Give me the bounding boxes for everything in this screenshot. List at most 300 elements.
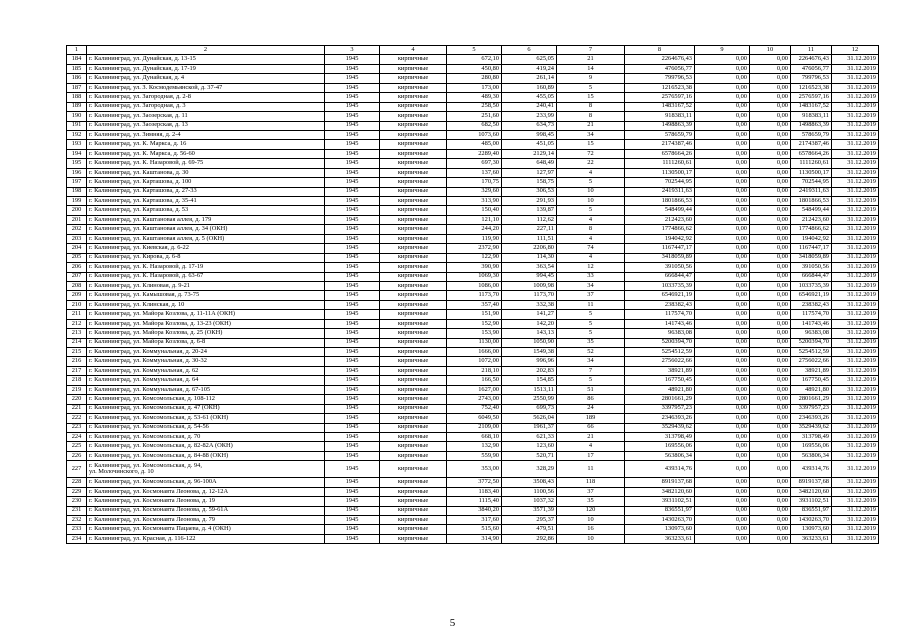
total-amount-cell: 212423,60 bbox=[791, 215, 832, 224]
cost-cell: 212423,60 bbox=[625, 215, 695, 224]
cost-cell: 141743,46 bbox=[625, 319, 695, 328]
total-amount-cell: 439314,76 bbox=[791, 461, 832, 478]
residents-count-cell: 35 bbox=[557, 338, 625, 347]
amount-col-9-cell: 0,00 bbox=[695, 423, 750, 432]
date-cell: 31.12.2019 bbox=[832, 478, 879, 487]
date-cell: 31.12.2019 bbox=[832, 319, 879, 328]
living-area-cell: 455,05 bbox=[502, 93, 557, 102]
living-area-cell: 142,20 bbox=[502, 319, 557, 328]
amount-col-10-cell: 0,00 bbox=[750, 130, 791, 139]
table-row bbox=[67, 112, 879, 121]
table-row bbox=[67, 376, 879, 385]
amount-col-9-cell: 0,00 bbox=[695, 385, 750, 394]
column-header: 11 bbox=[791, 46, 832, 55]
table-row bbox=[67, 497, 879, 506]
table-row bbox=[67, 319, 879, 328]
table-row bbox=[67, 366, 879, 375]
total-amount-cell: 1130500,17 bbox=[791, 168, 832, 177]
living-area-cell: 1173,70 bbox=[502, 291, 557, 300]
cost-cell: 8919137,68 bbox=[625, 478, 695, 487]
residents-count-cell: 189 bbox=[557, 414, 625, 423]
wall-material-cell: кирпичные bbox=[380, 442, 447, 451]
date-cell: 31.12.2019 bbox=[832, 64, 879, 73]
address-cell: г. Калининград, ул. Комсомольская, д. 82-82А (ОКН) bbox=[87, 442, 325, 451]
cost-cell: 3482120,60 bbox=[625, 487, 695, 496]
wall-material-cell: кирпичные bbox=[380, 168, 447, 177]
row-number-cell: 224 bbox=[67, 432, 87, 441]
date-cell: 31.12.2019 bbox=[832, 83, 879, 92]
total-amount-cell: 363233,61 bbox=[791, 534, 832, 543]
total-area-cell: 2109,00 bbox=[447, 423, 502, 432]
year-built-cell: 1945 bbox=[325, 121, 380, 130]
total-amount-cell: 2419311,63 bbox=[791, 187, 832, 196]
residents-count-cell: 14 bbox=[557, 64, 625, 73]
table-row bbox=[67, 432, 879, 441]
row-number-cell: 196 bbox=[67, 168, 87, 177]
amount-col-10-cell: 0,00 bbox=[750, 516, 791, 525]
row-number-cell: 194 bbox=[67, 149, 87, 158]
total-area-cell: 150,40 bbox=[447, 206, 502, 215]
residents-count-cell: 4 bbox=[557, 215, 625, 224]
living-area-cell: 233,99 bbox=[502, 112, 557, 121]
table-row bbox=[67, 281, 879, 290]
address-cell: г. Калининград, ул. Космонавта Леонова, д. 79 bbox=[87, 516, 325, 525]
wall-material-cell: кирпичные bbox=[380, 525, 447, 534]
wall-material-cell: кирпичные bbox=[380, 253, 447, 262]
date-cell: 31.12.2019 bbox=[832, 197, 879, 206]
living-area-cell: 419,24 bbox=[502, 64, 557, 73]
amount-col-9-cell: 0,00 bbox=[695, 263, 750, 272]
year-built-cell: 1945 bbox=[325, 159, 380, 168]
column-header: 12 bbox=[832, 46, 879, 55]
address-cell: г. Калининград, ул. Коммунальная, д. 30-32 bbox=[87, 357, 325, 366]
date-cell: 31.12.2019 bbox=[832, 234, 879, 243]
wall-material-cell: кирпичные bbox=[380, 64, 447, 73]
residents-count-cell: 5 bbox=[557, 329, 625, 338]
date-cell: 31.12.2019 bbox=[832, 395, 879, 404]
table-row bbox=[67, 168, 879, 177]
date-cell: 31.12.2019 bbox=[832, 487, 879, 496]
cost-cell: 2174387,46 bbox=[625, 140, 695, 149]
amount-col-9-cell: 0,00 bbox=[695, 414, 750, 423]
amount-col-10-cell: 0,00 bbox=[750, 121, 791, 130]
table-row bbox=[67, 93, 879, 102]
table-row bbox=[67, 140, 879, 149]
row-number-cell: 220 bbox=[67, 395, 87, 404]
wall-material-cell: кирпичные bbox=[380, 478, 447, 487]
column-header: 2 bbox=[87, 46, 325, 55]
date-cell: 31.12.2019 bbox=[832, 423, 879, 432]
wall-material-cell: кирпичные bbox=[380, 357, 447, 366]
amount-col-10-cell: 0,00 bbox=[750, 319, 791, 328]
address-cell: г. Калининград, ул. Комсомольская, д. 94, ул. Молочинского, д. 10 bbox=[87, 461, 325, 478]
column-header: 6 bbox=[502, 46, 557, 55]
wall-material-cell: кирпичные bbox=[380, 319, 447, 328]
address-cell: г. Калининград, ул. Майора Козлова, д. 13-23 (ОКН) bbox=[87, 319, 325, 328]
total-amount-cell: 1033735,39 bbox=[791, 281, 832, 290]
row-number-cell: 227 bbox=[67, 461, 87, 478]
cost-cell: 96383,08 bbox=[625, 329, 695, 338]
address-cell: г. Калининград, ул. К. Маркса, д. 16 bbox=[87, 140, 325, 149]
table-row bbox=[67, 338, 879, 347]
cost-cell: 1130500,17 bbox=[625, 168, 695, 177]
cost-cell: 1498863,39 bbox=[625, 121, 695, 130]
table-row bbox=[67, 121, 879, 130]
date-cell: 31.12.2019 bbox=[832, 516, 879, 525]
amount-col-10-cell: 0,00 bbox=[750, 357, 791, 366]
year-built-cell: 1945 bbox=[325, 395, 380, 404]
row-number-cell: 200 bbox=[67, 206, 87, 215]
row-number-cell: 234 bbox=[67, 534, 87, 543]
total-area-cell: 151,90 bbox=[447, 310, 502, 319]
amount-col-9-cell: 0,00 bbox=[695, 461, 750, 478]
wall-material-cell: кирпичные bbox=[380, 263, 447, 272]
amount-col-9-cell: 0,00 bbox=[695, 478, 750, 487]
row-number-cell: 195 bbox=[67, 159, 87, 168]
cost-cell: 1483167,52 bbox=[625, 102, 695, 111]
year-built-cell: 1945 bbox=[325, 442, 380, 451]
living-area-cell: 621,33 bbox=[502, 432, 557, 441]
row-number-cell: 231 bbox=[67, 506, 87, 515]
amount-col-10-cell: 0,00 bbox=[750, 385, 791, 394]
amount-col-9-cell: 0,00 bbox=[695, 140, 750, 149]
date-cell: 31.12.2019 bbox=[832, 206, 879, 215]
total-amount-cell: 194042,92 bbox=[791, 234, 832, 243]
living-area-cell: 158,75 bbox=[502, 178, 557, 187]
date-cell: 31.12.2019 bbox=[832, 366, 879, 375]
total-area-cell: 121,10 bbox=[447, 215, 502, 224]
amount-col-9-cell: 0,00 bbox=[695, 159, 750, 168]
amount-col-10-cell: 0,00 bbox=[750, 525, 791, 534]
row-number-cell: 197 bbox=[67, 178, 87, 187]
address-cell: г. Калининград, ул. Космонавта Леонова, д. 19 bbox=[87, 497, 325, 506]
address-cell: г. Калининград, ул. Комсомольская, д. 70 bbox=[87, 432, 325, 441]
cost-cell: 6546921,19 bbox=[625, 291, 695, 300]
total-amount-cell: 6578664,26 bbox=[791, 149, 832, 158]
table-row bbox=[67, 197, 879, 206]
wall-material-cell: кирпичные bbox=[380, 506, 447, 515]
residents-count-cell: 35 bbox=[557, 497, 625, 506]
total-area-cell: 1183,40 bbox=[447, 487, 502, 496]
table-row bbox=[67, 149, 879, 158]
year-built-cell: 1945 bbox=[325, 281, 380, 290]
row-number-cell: 223 bbox=[67, 423, 87, 432]
year-built-cell: 1945 bbox=[325, 272, 380, 281]
table-row bbox=[67, 395, 879, 404]
residents-count-cell: 17 bbox=[557, 451, 625, 460]
row-number-cell: 191 bbox=[67, 121, 87, 130]
date-cell: 31.12.2019 bbox=[832, 414, 879, 423]
total-amount-cell: 1483167,52 bbox=[791, 102, 832, 111]
table-row bbox=[67, 534, 879, 543]
table-row bbox=[67, 178, 879, 187]
year-built-cell: 1945 bbox=[325, 187, 380, 196]
amount-col-10-cell: 0,00 bbox=[750, 225, 791, 234]
amount-col-10-cell: 0,00 bbox=[750, 215, 791, 224]
year-built-cell: 1945 bbox=[325, 225, 380, 234]
row-number-cell: 190 bbox=[67, 112, 87, 121]
date-cell: 31.12.2019 bbox=[832, 55, 879, 64]
table-row bbox=[67, 329, 879, 338]
living-area-cell: 1100,56 bbox=[502, 487, 557, 496]
amount-col-10-cell: 0,00 bbox=[750, 291, 791, 300]
cost-cell: 167750,45 bbox=[625, 376, 695, 385]
year-built-cell: 1945 bbox=[325, 338, 380, 347]
row-number-cell: 232 bbox=[67, 516, 87, 525]
total-amount-cell: 96383,08 bbox=[791, 329, 832, 338]
cost-cell: 2756022,66 bbox=[625, 357, 695, 366]
table-row bbox=[67, 442, 879, 451]
address-cell: г. Калининград, ул. Комсомольская, д. 96-100А bbox=[87, 478, 325, 487]
row-number-cell: 214 bbox=[67, 338, 87, 347]
amount-col-9-cell: 0,00 bbox=[695, 366, 750, 375]
total-area-cell: 450,80 bbox=[447, 64, 502, 73]
amount-col-10-cell: 0,00 bbox=[750, 64, 791, 73]
date-cell: 31.12.2019 bbox=[832, 300, 879, 309]
amount-col-10-cell: 0,00 bbox=[750, 149, 791, 158]
total-amount-cell: 2576597,16 bbox=[791, 93, 832, 102]
row-number-cell: 202 bbox=[67, 225, 87, 234]
date-cell: 31.12.2019 bbox=[832, 187, 879, 196]
total-amount-cell: 2756022,66 bbox=[791, 357, 832, 366]
row-number-cell: 188 bbox=[67, 93, 87, 102]
date-cell: 31.12.2019 bbox=[832, 140, 879, 149]
residents-count-cell: 34 bbox=[557, 130, 625, 139]
residents-count-cell: 10 bbox=[557, 534, 625, 543]
amount-col-10-cell: 0,00 bbox=[750, 376, 791, 385]
cost-cell: 117574,70 bbox=[625, 310, 695, 319]
residents-count-cell: 9 bbox=[557, 74, 625, 83]
total-amount-cell: 6546921,19 bbox=[791, 291, 832, 300]
date-cell: 31.12.2019 bbox=[832, 432, 879, 441]
total-area-cell: 1073,60 bbox=[447, 130, 502, 139]
amount-col-9-cell: 0,00 bbox=[695, 291, 750, 300]
cost-cell: 666844,47 bbox=[625, 272, 695, 281]
table-row bbox=[67, 206, 879, 215]
date-cell: 31.12.2019 bbox=[832, 263, 879, 272]
living-area-cell: 2129,14 bbox=[502, 149, 557, 158]
living-area-cell: 123,60 bbox=[502, 442, 557, 451]
row-number-cell: 203 bbox=[67, 234, 87, 243]
wall-material-cell: кирпичные bbox=[380, 376, 447, 385]
cost-cell: 3418059,89 bbox=[625, 253, 695, 262]
residents-count-cell: 74 bbox=[557, 244, 625, 253]
total-amount-cell: 313798,49 bbox=[791, 432, 832, 441]
wall-material-cell: кирпичные bbox=[380, 197, 447, 206]
cost-cell: 2346393,26 bbox=[625, 414, 695, 423]
row-number-cell: 185 bbox=[67, 64, 87, 73]
address-cell: г. Калининград, ул. Комсомольская, д. 108-112 bbox=[87, 395, 325, 404]
amount-col-9-cell: 0,00 bbox=[695, 187, 750, 196]
total-area-cell: 153,90 bbox=[447, 329, 502, 338]
total-area-cell: 752,40 bbox=[447, 404, 502, 413]
table-row bbox=[67, 300, 879, 309]
cost-cell: 391050,56 bbox=[625, 263, 695, 272]
residents-count-cell: 16 bbox=[557, 525, 625, 534]
table-row bbox=[67, 225, 879, 234]
column-header: 1 bbox=[67, 46, 87, 55]
total-area-cell: 170,75 bbox=[447, 178, 502, 187]
amount-col-9-cell: 0,00 bbox=[695, 234, 750, 243]
year-built-cell: 1945 bbox=[325, 525, 380, 534]
total-amount-cell: 3529439,62 bbox=[791, 423, 832, 432]
address-cell: г. Калининград, ул. Каштановая аллея, д. 34 (ОКН) bbox=[87, 225, 325, 234]
cost-cell: 1430263,70 bbox=[625, 516, 695, 525]
living-area-cell: 994,45 bbox=[502, 272, 557, 281]
row-number-cell: 193 bbox=[67, 140, 87, 149]
wall-material-cell: кирпичные bbox=[380, 366, 447, 375]
year-built-cell: 1945 bbox=[325, 244, 380, 253]
row-number-cell: 228 bbox=[67, 478, 87, 487]
row-number-cell: 198 bbox=[67, 187, 87, 196]
year-built-cell: 1945 bbox=[325, 64, 380, 73]
amount-col-9-cell: 0,00 bbox=[695, 442, 750, 451]
total-area-cell: 313,90 bbox=[447, 197, 502, 206]
amount-col-10-cell: 0,00 bbox=[750, 329, 791, 338]
cost-cell: 1111260,61 bbox=[625, 159, 695, 168]
row-number-cell: 199 bbox=[67, 197, 87, 206]
wall-material-cell: кирпичные bbox=[380, 281, 447, 290]
total-area-cell: 353,00 bbox=[447, 461, 502, 478]
cost-cell: 836551,97 bbox=[625, 506, 695, 515]
table-body bbox=[67, 55, 879, 544]
residents-count-cell: 4 bbox=[557, 168, 625, 177]
cost-cell: 2264676,43 bbox=[625, 55, 695, 64]
total-area-cell: 559,90 bbox=[447, 451, 502, 460]
cost-cell: 702544,95 bbox=[625, 178, 695, 187]
row-number-cell: 230 bbox=[67, 497, 87, 506]
cost-cell: 1033735,39 bbox=[625, 281, 695, 290]
year-built-cell: 1945 bbox=[325, 423, 380, 432]
column-number-row bbox=[67, 46, 879, 55]
year-built-cell: 1945 bbox=[325, 414, 380, 423]
total-area-cell: 2372,90 bbox=[447, 244, 502, 253]
wall-material-cell: кирпичные bbox=[380, 234, 447, 243]
table-row bbox=[67, 272, 879, 281]
residents-count-cell: 5 bbox=[557, 376, 625, 385]
total-amount-cell: 1430263,70 bbox=[791, 516, 832, 525]
living-area-cell: 114,30 bbox=[502, 253, 557, 262]
address-cell: г. Калининград, ул. Загородная, д. 3 bbox=[87, 102, 325, 111]
residents-count-cell: 33 bbox=[557, 272, 625, 281]
year-built-cell: 1945 bbox=[325, 112, 380, 121]
year-built-cell: 1945 bbox=[325, 83, 380, 92]
cost-cell: 3529439,62 bbox=[625, 423, 695, 432]
date-cell: 31.12.2019 bbox=[832, 281, 879, 290]
residents-count-cell: 15 bbox=[557, 93, 625, 102]
row-number-cell: 192 bbox=[67, 130, 87, 139]
wall-material-cell: кирпичные bbox=[380, 93, 447, 102]
year-built-cell: 1945 bbox=[325, 197, 380, 206]
wall-material-cell: кирпичные bbox=[380, 83, 447, 92]
address-cell: г. Калининград, ул. Дунайская, д. 13-15 bbox=[87, 55, 325, 64]
address-cell: г. Калининград, ул. Коммунальная, д. 67-105 bbox=[87, 385, 325, 394]
amount-col-10-cell: 0,00 bbox=[750, 197, 791, 206]
total-area-cell: 1666,00 bbox=[447, 348, 502, 357]
address-cell: г. Калининград, ул. К. Назаровой, д. 69-75 bbox=[87, 159, 325, 168]
residents-count-cell: 86 bbox=[557, 395, 625, 404]
amount-col-10-cell: 0,00 bbox=[750, 102, 791, 111]
total-amount-cell: 141743,46 bbox=[791, 319, 832, 328]
residents-count-cell: 51 bbox=[557, 385, 625, 394]
table-row bbox=[67, 187, 879, 196]
total-amount-cell: 563806,34 bbox=[791, 451, 832, 460]
residents-count-cell: 11 bbox=[557, 300, 625, 309]
table-row bbox=[67, 159, 879, 168]
wall-material-cell: кирпичные bbox=[380, 395, 447, 404]
table-row bbox=[67, 244, 879, 253]
address-cell: г. Калининград, ул. Камышовая, д. 73-75 bbox=[87, 291, 325, 300]
living-area-cell: 154,85 bbox=[502, 376, 557, 385]
living-area-cell: 1009,98 bbox=[502, 281, 557, 290]
total-area-cell: 173,00 bbox=[447, 83, 502, 92]
amount-col-9-cell: 0,00 bbox=[695, 197, 750, 206]
table-row bbox=[67, 404, 879, 413]
living-area-cell: 1961,37 bbox=[502, 423, 557, 432]
living-area-cell: 291,93 bbox=[502, 197, 557, 206]
total-area-cell: 682,50 bbox=[447, 121, 502, 130]
residents-count-cell: 120 bbox=[557, 506, 625, 515]
amount-col-10-cell: 0,00 bbox=[750, 178, 791, 187]
amount-col-9-cell: 0,00 bbox=[695, 516, 750, 525]
total-amount-cell: 1111260,61 bbox=[791, 159, 832, 168]
cost-cell: 578659,79 bbox=[625, 130, 695, 139]
cost-cell: 1167447,17 bbox=[625, 244, 695, 253]
cost-cell: 2419311,63 bbox=[625, 187, 695, 196]
residents-count-cell: 66 bbox=[557, 423, 625, 432]
total-area-cell: 1086,00 bbox=[447, 281, 502, 290]
amount-col-10-cell: 0,00 bbox=[750, 404, 791, 413]
address-cell: г. Калининград, ул. Коммунальная, д. 62 bbox=[87, 366, 325, 375]
residents-count-cell: 118 bbox=[557, 478, 625, 487]
residents-count-cell: 8 bbox=[557, 112, 625, 121]
cost-cell: 1801866,53 bbox=[625, 197, 695, 206]
living-area-cell: 112,62 bbox=[502, 215, 557, 224]
amount-col-9-cell: 0,00 bbox=[695, 272, 750, 281]
total-amount-cell: 2264676,43 bbox=[791, 55, 832, 64]
residents-count-cell: 37 bbox=[557, 291, 625, 300]
table-row bbox=[67, 506, 879, 515]
table-row bbox=[67, 291, 879, 300]
wall-material-cell: кирпичные bbox=[380, 206, 447, 215]
year-built-cell: 1945 bbox=[325, 149, 380, 158]
table-row bbox=[67, 215, 879, 224]
wall-material-cell: кирпичные bbox=[380, 215, 447, 224]
date-cell: 31.12.2019 bbox=[832, 159, 879, 168]
living-area-cell: 240,41 bbox=[502, 102, 557, 111]
total-amount-cell: 130973,60 bbox=[791, 525, 832, 534]
row-number-cell: 225 bbox=[67, 442, 87, 451]
year-built-cell: 1945 bbox=[325, 432, 380, 441]
amount-col-10-cell: 0,00 bbox=[750, 451, 791, 460]
cost-cell: 169556,06 bbox=[625, 442, 695, 451]
date-cell: 31.12.2019 bbox=[832, 93, 879, 102]
residents-count-cell: 21 bbox=[557, 432, 625, 441]
amount-col-9-cell: 0,00 bbox=[695, 329, 750, 338]
residents-count-cell: 4 bbox=[557, 442, 625, 451]
address-cell: г. Калининград, ул. Зимняя, д. 2-4 bbox=[87, 130, 325, 139]
residents-count-cell: 12 bbox=[557, 263, 625, 272]
living-area-cell: 363,54 bbox=[502, 263, 557, 272]
row-number-cell: 226 bbox=[67, 451, 87, 460]
table-row bbox=[67, 130, 879, 139]
amount-col-9-cell: 0,00 bbox=[695, 432, 750, 441]
living-area-cell: 328,29 bbox=[502, 461, 557, 478]
column-header: 10 bbox=[750, 46, 791, 55]
date-cell: 31.12.2019 bbox=[832, 497, 879, 506]
cost-cell: 3931102,51 bbox=[625, 497, 695, 506]
cost-cell: 799796,53 bbox=[625, 74, 695, 83]
